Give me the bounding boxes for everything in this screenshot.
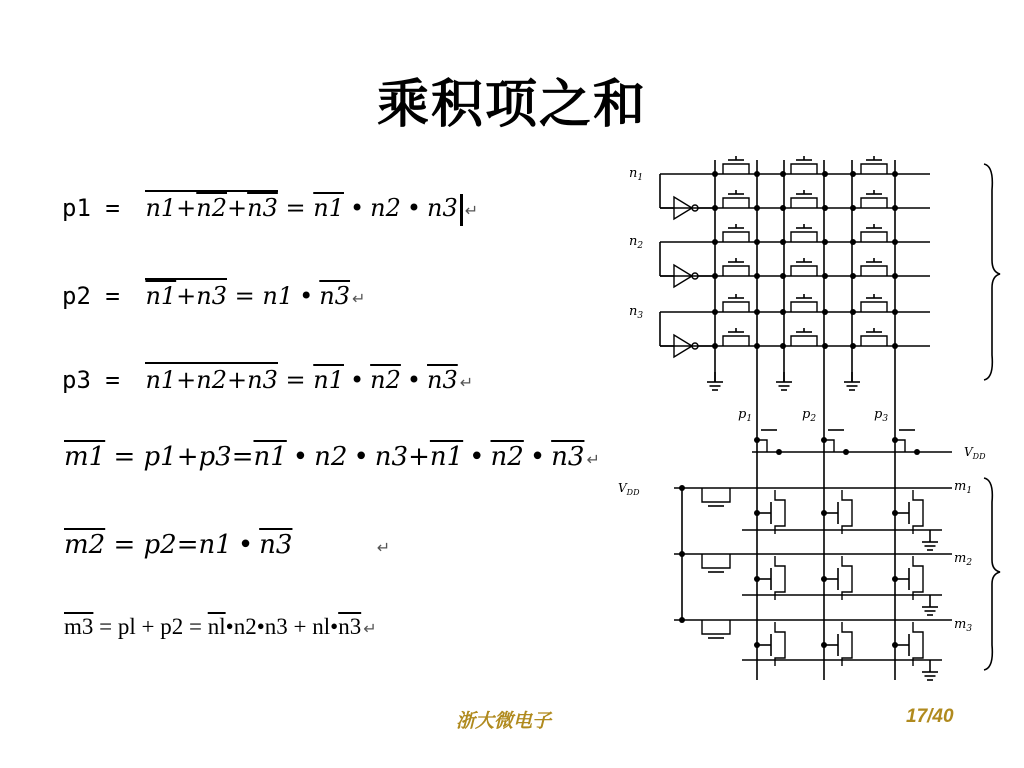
junction-dot	[780, 343, 786, 349]
transistor-icon	[723, 164, 749, 174]
term: n3	[551, 442, 585, 472]
vdd-label-right: $V_{DD}$	[964, 445, 986, 461]
return-mark: ↵	[352, 289, 366, 308]
slide-title: 乘积项之和	[376, 75, 647, 135]
op: +	[227, 194, 248, 222]
return-mark: ↵	[464, 201, 479, 220]
term: n3	[247, 194, 278, 222]
term: n1	[145, 366, 177, 394]
op: •	[299, 282, 314, 310]
junction-dot	[712, 205, 718, 211]
or-transistor-icon	[913, 490, 923, 534]
term: n2	[370, 366, 401, 394]
eq-lhs: m3	[64, 614, 94, 639]
transistor-icon	[861, 266, 887, 276]
junction-dot	[822, 309, 828, 315]
or-transistor-icon	[842, 556, 852, 600]
term: n3	[319, 282, 351, 310]
eq-lhs: p1 =	[62, 194, 120, 222]
junction-dot	[754, 205, 760, 211]
junction-dot	[780, 205, 786, 211]
product-label-p3: $p_3$	[874, 407, 889, 424]
page-number: 17/40	[906, 706, 954, 727]
junction-dot	[892, 205, 898, 211]
junction-dot	[780, 171, 786, 177]
op: •	[237, 530, 254, 560]
junction-dot	[754, 309, 760, 315]
op: =	[285, 194, 306, 222]
junction-dot	[914, 449, 920, 455]
junction-dot	[780, 239, 786, 245]
transistor-icon	[861, 198, 887, 208]
term: p1	[143, 442, 177, 472]
transistor-icon	[791, 198, 817, 208]
equation-p1	[62, 190, 478, 226]
junction-dot	[821, 576, 827, 582]
term: p2	[160, 614, 184, 639]
junction-dot	[754, 642, 760, 648]
or-transistor-icon	[775, 490, 785, 534]
equation-m3	[64, 614, 377, 640]
transistor-icon	[861, 336, 887, 346]
junction-dot	[712, 171, 718, 177]
junction-dot	[821, 437, 827, 443]
return-mark: ↵	[376, 538, 391, 557]
term: pl	[117, 614, 136, 639]
op: +	[227, 366, 248, 394]
op: •	[469, 442, 485, 472]
junction-dot	[892, 273, 898, 279]
input-label-n3: $n_3$	[629, 304, 644, 321]
op: =	[234, 282, 255, 310]
input-label-n2: $n_2$	[629, 234, 644, 251]
junction-dot	[712, 239, 718, 245]
or-transistor-icon	[775, 556, 785, 600]
transistor-icon	[791, 336, 817, 346]
junction-dot	[843, 449, 849, 455]
term: n2	[233, 614, 257, 639]
op: =	[113, 530, 136, 560]
op: =	[113, 442, 136, 472]
junction-dot	[754, 273, 760, 279]
overline-group	[145, 190, 277, 222]
load-transistor-icon	[702, 554, 730, 568]
bracket-icon	[984, 478, 1000, 670]
footer-organization: 浙大微电子	[456, 710, 552, 732]
term: p3	[198, 442, 232, 472]
equation-p2	[62, 278, 365, 310]
circuit-wires	[660, 156, 1000, 680]
transistor-icon	[723, 266, 749, 276]
term: n3	[427, 366, 458, 394]
op: =	[176, 530, 199, 560]
junction-dot	[850, 239, 856, 245]
transistor-icon	[723, 198, 749, 208]
junction-dot	[822, 205, 828, 211]
equation-p3	[62, 362, 473, 394]
term: n3	[338, 614, 362, 639]
term: $\overline{nl}$	[207, 614, 226, 639]
op: •	[349, 194, 365, 222]
op: •	[292, 442, 309, 472]
eq-lhs: m2	[64, 530, 106, 560]
junction-dot	[892, 642, 898, 648]
term: p2	[143, 530, 177, 560]
term: n2	[370, 194, 401, 222]
or-transistor-icon	[842, 490, 852, 534]
junction-dot	[850, 273, 856, 279]
junction-dot	[892, 343, 898, 349]
junction-dot	[892, 309, 898, 315]
transistor-icon	[791, 266, 817, 276]
term: n1	[429, 442, 464, 472]
op: •	[225, 614, 234, 639]
term: n3	[427, 194, 458, 222]
transistor-icon	[723, 336, 749, 346]
junction-dot	[821, 510, 827, 516]
op: •	[349, 366, 365, 394]
junction-dot	[754, 576, 760, 582]
junction-dot	[822, 273, 828, 279]
op: +	[176, 366, 197, 394]
op: +	[176, 194, 197, 222]
junction-dot	[754, 239, 760, 245]
equation-m2	[64, 530, 390, 560]
term: n1	[313, 194, 344, 222]
term: n3	[374, 442, 409, 472]
term: n2	[314, 442, 348, 472]
junction-dot	[754, 437, 760, 443]
transistor-icon	[791, 232, 817, 242]
op: •	[406, 366, 422, 394]
overline-group	[145, 278, 227, 310]
junction-dot	[892, 437, 898, 443]
eq-lhs: p2 =	[62, 282, 120, 310]
junction-dot	[754, 510, 760, 516]
junction-dot	[892, 171, 898, 177]
term: n3	[259, 530, 293, 560]
junction-dot	[850, 343, 856, 349]
load-transistor-icon	[702, 620, 730, 634]
product-label-p1: $p_1$	[738, 407, 753, 424]
vdd-label-left: $V_{DD}$	[618, 481, 640, 497]
op: =	[231, 442, 254, 472]
junction-dot	[850, 171, 856, 177]
junction-dot	[780, 273, 786, 279]
op: +	[141, 614, 155, 639]
op: =	[189, 614, 202, 639]
transistor-icon	[861, 302, 887, 312]
junction-dot	[754, 171, 760, 177]
op: =	[99, 614, 113, 639]
op: •	[256, 614, 265, 639]
term: n2	[196, 366, 228, 394]
op: +	[293, 614, 307, 639]
term: n3	[196, 282, 228, 310]
bracket-icon	[984, 164, 1000, 380]
or-transistor-icon	[913, 556, 923, 600]
junction-dot	[822, 239, 828, 245]
term: n2	[196, 194, 228, 222]
product-label-p2: $p_2$	[802, 407, 817, 424]
input-label-n1: $n_1$	[629, 166, 644, 183]
term: n1	[262, 282, 294, 310]
eq-lhs: m1	[64, 442, 106, 472]
transistor-icon	[861, 232, 887, 242]
transistor-icon	[791, 164, 817, 174]
return-mark: ↵	[363, 619, 377, 638]
junction-dot	[780, 309, 786, 315]
text-cursor	[460, 194, 463, 226]
term: n3	[264, 614, 288, 639]
transistor-icon	[791, 302, 817, 312]
junction-dot	[679, 551, 685, 557]
transistor-icon	[861, 164, 887, 174]
junction-dot	[850, 309, 856, 315]
junction-dot	[754, 343, 760, 349]
term: n2	[490, 442, 524, 472]
pla-circuit-diagram	[612, 150, 1012, 695]
junction-dot	[712, 273, 718, 279]
term: n1	[253, 442, 287, 472]
output-label-m2: $m_2$	[954, 551, 973, 568]
junction-dot	[892, 510, 898, 516]
output-label-m3: $m_3$	[954, 617, 973, 634]
op: +	[176, 282, 197, 310]
overline-group	[145, 362, 277, 394]
eq-lhs: p3 =	[62, 366, 120, 394]
junction-dot	[712, 343, 718, 349]
junction-dot	[679, 485, 685, 491]
junction-dot	[821, 642, 827, 648]
junction-dot	[892, 576, 898, 582]
junction-dot	[712, 309, 718, 315]
load-transistor-icon	[702, 488, 730, 502]
term: nl	[312, 614, 331, 639]
term: n1	[198, 530, 232, 560]
junction-dot	[822, 343, 828, 349]
term: n1	[145, 282, 177, 310]
transistor-icon	[723, 302, 749, 312]
term: n1	[145, 194, 177, 222]
output-label-m1: $m_1$	[954, 479, 973, 496]
return-mark: ↵	[586, 450, 600, 469]
op: •	[353, 442, 369, 472]
op: •	[406, 194, 422, 222]
term: n3	[247, 366, 278, 394]
op: =	[285, 366, 306, 394]
op: •	[529, 442, 546, 472]
junction-dot	[776, 449, 782, 455]
junction-dot	[892, 239, 898, 245]
junction-dot	[850, 205, 856, 211]
term: n1	[313, 366, 344, 394]
op: +	[408, 442, 430, 472]
junction-dot	[679, 617, 685, 623]
op: •	[330, 614, 339, 639]
transistor-icon	[723, 232, 749, 242]
return-mark: ↵	[459, 373, 474, 392]
op: +	[176, 442, 199, 472]
equation-m1	[64, 442, 600, 472]
junction-dot	[822, 171, 828, 177]
